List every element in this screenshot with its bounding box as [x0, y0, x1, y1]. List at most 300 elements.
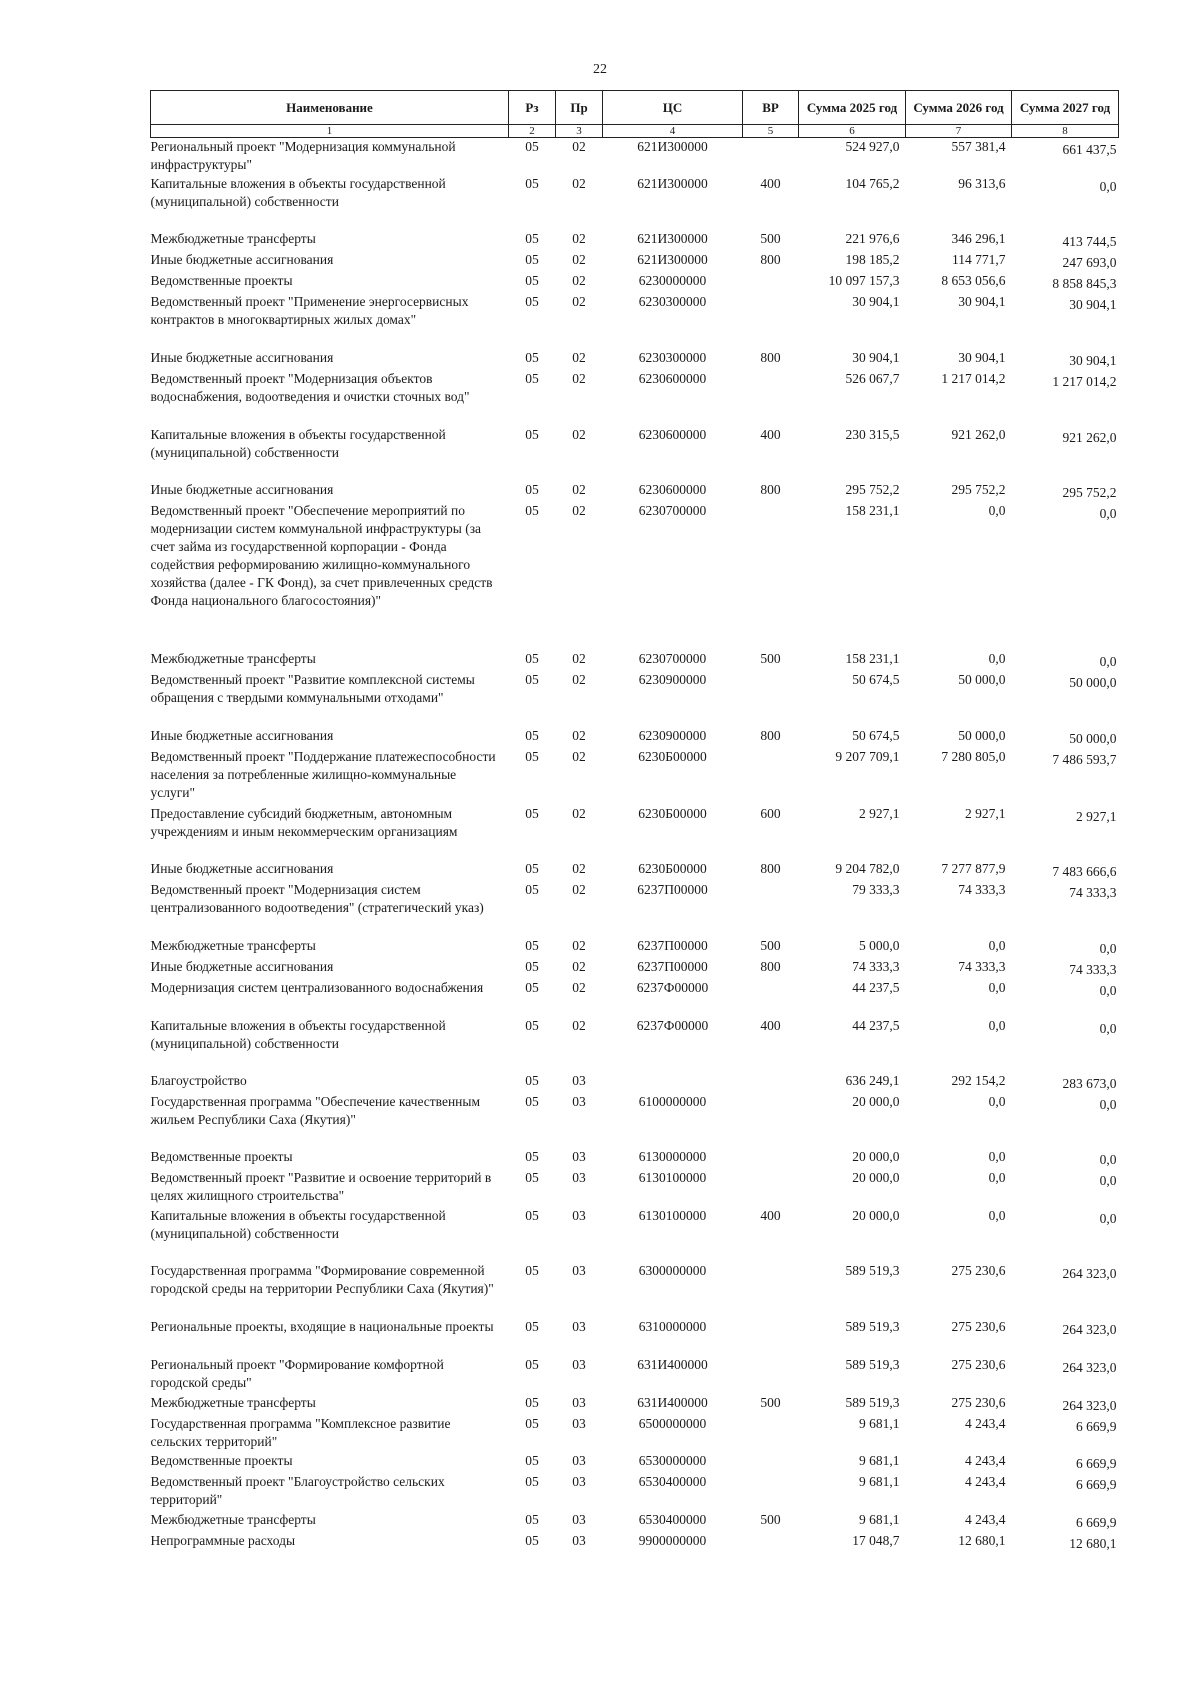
row-name: Модернизация систем централизованного водоснабжения — [150, 979, 484, 995]
row-cs: 6500000000 — [638, 1415, 707, 1431]
row-sum-2025: 50 674,5 — [852, 727, 900, 743]
row-pr: 03 — [572, 1148, 586, 1164]
table-row — [151, 1356, 1119, 1394]
row-vr — [743, 1532, 799, 1553]
column-number: 6 — [799, 125, 906, 138]
row-name: Благоустройство — [150, 1072, 247, 1088]
row-sum-2027: 921 262,0 — [1062, 429, 1117, 445]
row-sum-2027: 30 904,1 — [1069, 352, 1117, 368]
row-sum-2026: 4 243,4 — [965, 1511, 1006, 1527]
table-row — [151, 481, 1119, 502]
row-pr: 03 — [572, 1093, 586, 1109]
row-cs: 6100000000 — [638, 1093, 707, 1109]
row-cs: 6230600000 — [638, 426, 707, 442]
row-sum-2026: 0,0 — [988, 1093, 1006, 1109]
row-rz: 05 — [525, 805, 539, 821]
row-sum-2025: 30 904,1 — [852, 293, 900, 309]
row-pr: 02 — [572, 650, 586, 666]
row-cs: 621И300000 — [637, 230, 708, 246]
row-vr: 500 — [760, 650, 781, 666]
table-row — [151, 272, 1119, 293]
row-vr — [743, 1452, 799, 1473]
row-sum-2027: 74 333,3 — [1069, 884, 1117, 900]
table-row — [151, 1452, 1119, 1473]
row-sum-2026: 4 243,4 — [965, 1473, 1006, 1489]
row-rz: 05 — [525, 1415, 539, 1431]
row-rz: 05 — [525, 1093, 539, 1109]
table-row — [151, 881, 1119, 937]
column-number: 4 — [603, 125, 743, 138]
column-number: 5 — [743, 125, 799, 138]
row-cs: 6130100000 — [638, 1169, 707, 1185]
row-sum-2027: 0,0 — [1099, 178, 1117, 194]
row-name: Ведомственный проект "Благоустройство сельских территорий" — [150, 1473, 445, 1507]
row-sum-2027: 0,0 — [1099, 1096, 1117, 1112]
row-sum-2027: 1 217 014,2 — [1052, 373, 1117, 389]
row-pr: 02 — [572, 881, 586, 897]
row-sum-2027: 6 669,9 — [1076, 1514, 1117, 1530]
row-sum-2026: 4 243,4 — [965, 1415, 1006, 1431]
row-sum-2025: 221 976,6 — [845, 230, 900, 246]
row-cs: 6230700000 — [638, 502, 707, 518]
row-sum-2025: 198 185,2 — [845, 251, 900, 267]
row-sum-2026: 74 333,3 — [958, 958, 1006, 974]
row-sum-2027: 295 752,2 — [1062, 484, 1117, 500]
row-name: Капитальные вложения в объекты государственной (муниципальной) собственности — [150, 1207, 446, 1241]
row-sum-2025: 589 519,3 — [845, 1394, 900, 1410]
row-cs: 6230Б00000 — [638, 805, 707, 821]
header-sum-2025: Сумма 2025 год — [799, 91, 906, 125]
row-vr — [743, 1093, 799, 1148]
table-row — [151, 979, 1119, 1017]
row-pr: 03 — [572, 1511, 586, 1527]
row-sum-2025: 44 237,5 — [852, 1017, 900, 1033]
row-pr: 03 — [572, 1169, 586, 1185]
column-number: 3 — [556, 125, 603, 138]
table-row — [151, 1262, 1119, 1318]
row-sum-2025: 79 333,3 — [852, 881, 900, 897]
row-vr — [743, 1473, 799, 1511]
table-header — [151, 91, 1119, 138]
table-row — [151, 727, 1119, 748]
table-row — [151, 1473, 1119, 1511]
row-rz: 05 — [525, 230, 539, 246]
table-row — [151, 370, 1119, 426]
row-cs: 631И400000 — [637, 1394, 708, 1410]
header-rz: Рз — [509, 91, 556, 125]
row-pr: 02 — [572, 671, 586, 687]
row-vr: 400 — [760, 175, 781, 191]
row-pr: 03 — [572, 1318, 586, 1334]
row-sum-2025: 5 000,0 — [859, 937, 900, 953]
table-row — [151, 293, 1119, 349]
row-vr — [743, 881, 799, 937]
row-sum-2025: 295 752,2 — [845, 481, 900, 497]
row-cs: 621И300000 — [637, 139, 708, 154]
row-vr: 500 — [760, 937, 781, 953]
row-sum-2025: 158 231,1 — [845, 502, 900, 518]
header-sum-2027: Сумма 2027 год — [1012, 91, 1119, 125]
row-vr: 400 — [760, 426, 781, 442]
row-name: Ведомственный проект "Обеспечение мероприятий по модернизации систем коммунальной инфраструктуры (за счет займа из государственной корпорации - Фонда содействия реформированию жилищно-коммунального хозяйства (далее - ГК Фонд), за счет привлеченных средств Фонда национального благосостояния)" — [150, 502, 493, 608]
row-sum-2027: 7 483 666,6 — [1052, 863, 1117, 879]
row-sum-2026: 2 927,1 — [965, 805, 1006, 821]
row-rz: 05 — [525, 1072, 539, 1088]
row-cs: 6230900000 — [638, 671, 707, 687]
table-row — [151, 349, 1119, 370]
row-sum-2025: 44 237,5 — [852, 979, 900, 995]
row-cs: 621И300000 — [637, 175, 708, 191]
row-rz: 05 — [525, 1356, 539, 1372]
row-cs: 6530400000 — [638, 1473, 707, 1489]
row-sum-2026: 292 154,2 — [951, 1072, 1006, 1088]
row-name: Региональный проект "Формирование комфортной городской среды" — [150, 1356, 444, 1390]
row-rz: 05 — [525, 1207, 539, 1223]
row-rz: 05 — [525, 979, 539, 995]
table-row — [151, 426, 1119, 481]
row-rz: 05 — [525, 650, 539, 666]
row-vr: 800 — [760, 958, 781, 974]
row-pr: 03 — [572, 1532, 586, 1548]
row-cs: 6530000000 — [638, 1452, 707, 1468]
row-name: Межбюджетные трансферты — [150, 1394, 316, 1410]
row-vr: 500 — [760, 230, 781, 246]
row-cs: 6310000000 — [638, 1318, 707, 1334]
column-number: 8 — [1012, 125, 1119, 138]
row-name: Межбюджетные трансферты — [150, 937, 316, 953]
row-name: Иные бюджетные ассигнования — [150, 727, 334, 743]
row-pr: 03 — [572, 1207, 586, 1223]
row-pr: 02 — [572, 805, 586, 821]
row-rz: 05 — [525, 1394, 539, 1410]
row-sum-2026: 74 333,3 — [958, 881, 1006, 897]
row-pr: 02 — [572, 293, 586, 309]
row-vr: 600 — [760, 805, 781, 821]
row-sum-2027: 0,0 — [1099, 1151, 1117, 1167]
row-sum-2026: 275 230,6 — [951, 1318, 1006, 1334]
row-sum-2025: 9 681,1 — [859, 1452, 900, 1468]
table-row — [151, 937, 1119, 958]
row-sum-2026: 50 000,0 — [958, 671, 1006, 687]
row-vr — [743, 671, 799, 727]
row-sum-2026: 7 277 877,9 — [941, 860, 1006, 876]
row-vr — [743, 370, 799, 426]
row-cs: 631И400000 — [637, 1356, 708, 1372]
row-rz: 05 — [525, 958, 539, 974]
row-sum-2026: 0,0 — [988, 937, 1006, 953]
row-cs: 6230300000 — [638, 349, 707, 365]
row-name: Иные бюджетные ассигнования — [150, 958, 334, 974]
row-sum-2026: 50 000,0 — [958, 727, 1006, 743]
row-sum-2027: 283 673,0 — [1062, 1075, 1117, 1091]
row-vr: 400 — [760, 1207, 781, 1223]
row-rz: 05 — [525, 426, 539, 442]
row-rz: 05 — [525, 1473, 539, 1489]
row-sum-2026: 275 230,6 — [951, 1262, 1006, 1278]
table-row — [151, 1394, 1119, 1415]
row-sum-2027: 264 323,0 — [1062, 1359, 1117, 1375]
row-vr: 400 — [760, 1017, 781, 1033]
row-vr: 500 — [760, 1511, 781, 1527]
row-sum-2025: 589 519,3 — [845, 1318, 900, 1334]
row-sum-2026: 0,0 — [988, 1148, 1006, 1164]
row-name: Капитальные вложения в объекты государственной (муниципальной) собственности — [150, 426, 446, 460]
row-sum-2025: 526 067,7 — [845, 370, 900, 386]
row-pr: 02 — [572, 958, 586, 974]
table-row — [151, 1511, 1119, 1532]
row-sum-2025: 50 674,5 — [852, 671, 900, 687]
row-rz: 05 — [525, 727, 539, 743]
row-sum-2027: 264 323,0 — [1062, 1321, 1117, 1337]
row-name: Ведомственный проект "Развитие комплексной системы обращения с твердыми коммунальными отходами" — [150, 671, 475, 705]
budget-table — [150, 90, 1119, 1553]
row-cs: 6237Ф00000 — [636, 1017, 709, 1033]
row-pr: 02 — [572, 230, 586, 246]
row-rz: 05 — [525, 293, 539, 309]
row-vr — [743, 1415, 799, 1452]
row-pr: 02 — [572, 937, 586, 953]
table-row — [151, 251, 1119, 272]
row-pr: 02 — [572, 748, 586, 764]
row-sum-2026: 1 217 014,2 — [941, 370, 1006, 386]
row-sum-2025: 524 927,0 — [845, 139, 900, 154]
table-row — [151, 502, 1119, 650]
column-number: 1 — [151, 125, 509, 138]
row-sum-2025: 589 519,3 — [845, 1262, 900, 1278]
row-sum-2026: 0,0 — [988, 1207, 1006, 1223]
row-sum-2025: 636 249,1 — [845, 1072, 900, 1088]
row-vr — [743, 748, 799, 805]
table-row — [151, 1415, 1119, 1452]
row-sum-2027: 264 323,0 — [1062, 1265, 1117, 1281]
row-sum-2027: 30 904,1 — [1069, 296, 1117, 312]
table-row — [151, 175, 1119, 230]
row-rz: 05 — [525, 370, 539, 386]
table-row — [151, 805, 1119, 860]
table-row — [151, 671, 1119, 727]
row-name: Ведомственный проект "Развитие и освоение территорий в целях жилищного строительства" — [150, 1169, 492, 1203]
row-vr — [743, 1262, 799, 1318]
row-rz: 05 — [525, 1262, 539, 1278]
row-vr: 800 — [760, 251, 781, 267]
row-sum-2027: 50 000,0 — [1069, 674, 1117, 690]
row-vr: 500 — [760, 1394, 781, 1410]
row-sum-2027: 7 486 593,7 — [1052, 751, 1117, 767]
table-row — [151, 1318, 1119, 1356]
row-pr: 02 — [572, 426, 586, 442]
row-cs — [603, 1072, 743, 1093]
header-pr: Пр — [556, 91, 603, 125]
row-name: Государственная программа "Формирование современной городской среды на территории Республики Саха (Якутия)" — [150, 1262, 494, 1296]
row-sum-2026: 0,0 — [988, 650, 1006, 666]
row-sum-2027: 0,0 — [1099, 940, 1117, 956]
row-sum-2026: 346 296,1 — [951, 230, 1006, 246]
row-sum-2027: 413 744,5 — [1062, 233, 1117, 249]
row-cs: 6130100000 — [638, 1207, 707, 1223]
row-rz: 05 — [525, 251, 539, 267]
row-vr — [743, 502, 799, 650]
row-cs: 6230300000 — [638, 293, 707, 309]
row-name: Иные бюджетные ассигнования — [150, 251, 334, 267]
header-name: Наименование — [151, 91, 509, 125]
row-name: Государственная программа "Обеспечение качественным жильем Республики Саха (Якутия)" — [150, 1093, 481, 1127]
row-name: Иные бюджетные ассигнования — [150, 860, 334, 876]
row-sum-2025: 74 333,3 — [852, 958, 900, 974]
row-name: Ведомственный проект "Применение энергосервисных контрактов в многоквартирных жилых домах" — [150, 293, 469, 327]
row-vr: 800 — [760, 481, 781, 497]
row-sum-2025: 9 681,1 — [859, 1511, 900, 1527]
column-number: 2 — [509, 125, 556, 138]
row-sum-2026: 30 904,1 — [958, 349, 1006, 365]
row-pr: 02 — [572, 349, 586, 365]
row-rz: 05 — [525, 937, 539, 953]
table-row — [151, 1532, 1119, 1553]
row-pr: 02 — [572, 272, 586, 288]
column-number: 7 — [906, 125, 1012, 138]
header-sum-2026: Сумма 2026 год — [906, 91, 1012, 125]
row-sum-2025: 20 000,0 — [852, 1093, 900, 1109]
row-sum-2027: 0,0 — [1099, 1020, 1117, 1036]
row-pr: 02 — [572, 175, 586, 191]
row-cs: 9900000000 — [638, 1532, 707, 1548]
row-sum-2027: 50 000,0 — [1069, 730, 1117, 746]
table-row — [151, 748, 1119, 805]
row-sum-2026: 12 680,1 — [958, 1532, 1006, 1548]
table-row — [151, 1207, 1119, 1262]
row-vr — [743, 272, 799, 293]
row-rz: 05 — [525, 1017, 539, 1033]
row-sum-2027: 0,0 — [1099, 505, 1117, 521]
table-row — [151, 958, 1119, 979]
row-rz: 05 — [525, 1318, 539, 1334]
row-cs: 6530400000 — [638, 1511, 707, 1527]
row-pr: 03 — [572, 1394, 586, 1410]
row-pr: 03 — [572, 1356, 586, 1372]
header-row — [151, 91, 1119, 125]
row-sum-2026: 96 313,6 — [958, 175, 1006, 191]
row-rz: 05 — [525, 748, 539, 764]
row-sum-2026: 921 262,0 — [951, 426, 1006, 442]
row-sum-2026: 0,0 — [988, 1169, 1006, 1185]
row-pr: 02 — [572, 979, 586, 995]
row-name: Ведомственный проект "Модернизация объектов водоснабжения, водоотведения и очистки сточных вод" — [150, 370, 470, 404]
row-name: Ведомственные проекты — [150, 1452, 293, 1468]
header-vr: ВР — [743, 91, 799, 125]
row-sum-2025: 158 231,1 — [845, 650, 900, 666]
row-sum-2027: 0,0 — [1099, 982, 1117, 998]
row-vr — [743, 979, 799, 1017]
row-vr — [743, 1318, 799, 1356]
row-sum-2026: 4 243,4 — [965, 1452, 1006, 1468]
row-vr: 800 — [760, 860, 781, 876]
row-cs: 6230900000 — [638, 727, 707, 743]
row-cs: 6300000000 — [638, 1262, 707, 1278]
row-sum-2027: 8 858 845,3 — [1052, 275, 1117, 291]
row-sum-2025: 20 000,0 — [852, 1207, 900, 1223]
row-rz: 05 — [525, 1511, 539, 1527]
row-name: Ведомственные проекты — [150, 272, 293, 288]
row-vr — [743, 1148, 799, 1169]
row-sum-2027: 6 669,9 — [1076, 1455, 1117, 1471]
row-sum-2026: 275 230,6 — [951, 1356, 1006, 1372]
row-name: Ведомственный проект "Поддержание платежеспособности населения за потребленные жилищно-коммунальные услуги" — [150, 748, 496, 800]
row-pr: 03 — [572, 1415, 586, 1431]
row-pr: 02 — [572, 1017, 586, 1033]
row-sum-2027: 0,0 — [1099, 1210, 1117, 1226]
row-vr — [743, 1356, 799, 1394]
row-sum-2027: 6 669,9 — [1076, 1476, 1117, 1492]
row-pr: 03 — [572, 1473, 586, 1489]
row-cs: 6130000000 — [638, 1148, 707, 1164]
row-pr: 03 — [572, 1262, 586, 1278]
row-sum-2027: 0,0 — [1099, 1172, 1117, 1188]
row-sum-2025: 104 765,2 — [845, 175, 900, 191]
row-pr: 02 — [572, 502, 586, 518]
row-rz: 05 — [525, 1532, 539, 1548]
table-body — [151, 138, 1119, 1553]
row-sum-2025: 10 097 157,3 — [828, 272, 900, 288]
row-cs: 6230700000 — [638, 650, 707, 666]
table-row — [151, 1017, 1119, 1072]
row-rz: 05 — [525, 671, 539, 687]
row-sum-2025: 20 000,0 — [852, 1148, 900, 1164]
row-name: Иные бюджетные ассигнования — [150, 481, 334, 497]
row-name: Межбюджетные трансферты — [150, 230, 316, 246]
row-name: Ведомственный проект "Модернизация систем централизованного водоотведения" (стратегический указ) — [150, 881, 484, 915]
row-pr: 02 — [572, 251, 586, 267]
row-sum-2027: 2 927,1 — [1076, 808, 1117, 824]
row-pr: 03 — [572, 1072, 586, 1088]
row-sum-2027: 264 323,0 — [1062, 1397, 1117, 1413]
table-row — [151, 1072, 1119, 1093]
row-cs: 6230Б00000 — [638, 860, 707, 876]
row-name: Предоставление субсидий бюджетным, автономным учреждениям и иным некоммерческим организациям — [150, 805, 458, 839]
row-sum-2026: 7 280 805,0 — [941, 748, 1006, 764]
row-rz: 05 — [525, 481, 539, 497]
row-sum-2025: 17 048,7 — [852, 1532, 900, 1548]
row-name: Иные бюджетные ассигнования — [150, 349, 334, 365]
row-pr: 02 — [572, 139, 586, 154]
table-row — [151, 860, 1119, 881]
row-vr — [743, 1072, 799, 1093]
row-sum-2025: 2 927,1 — [859, 805, 900, 821]
row-sum-2027: 0,0 — [1099, 653, 1117, 669]
row-vr: 800 — [760, 349, 781, 365]
row-vr — [743, 1169, 799, 1207]
row-cs: 621И300000 — [637, 251, 708, 267]
row-name: Капитальные вложения в объекты государственной (муниципальной) собственности — [150, 175, 446, 209]
row-cs: 6230600000 — [638, 370, 707, 386]
row-pr: 03 — [572, 1452, 586, 1468]
row-rz: 05 — [525, 139, 539, 154]
row-pr: 02 — [572, 727, 586, 743]
row-sum-2026: 0,0 — [988, 979, 1006, 995]
row-sum-2026: 8 653 056,6 — [941, 272, 1006, 288]
row-rz: 05 — [525, 1169, 539, 1185]
row-sum-2025: 20 000,0 — [852, 1169, 900, 1185]
row-rz: 05 — [525, 502, 539, 518]
row-name: Межбюджетные трансферты — [150, 1511, 316, 1527]
row-sum-2027: 12 680,1 — [1069, 1535, 1117, 1551]
row-rz: 05 — [525, 349, 539, 365]
row-sum-2025: 9 681,1 — [859, 1473, 900, 1489]
row-sum-2026: 0,0 — [988, 1017, 1006, 1033]
row-sum-2025: 30 904,1 — [852, 349, 900, 365]
table-row — [151, 230, 1119, 251]
row-name: Региональный проект "Модернизация коммунальной инфраструктуры" — [150, 139, 456, 172]
table-row — [151, 1169, 1119, 1207]
row-cs: 6237П00000 — [637, 937, 708, 953]
